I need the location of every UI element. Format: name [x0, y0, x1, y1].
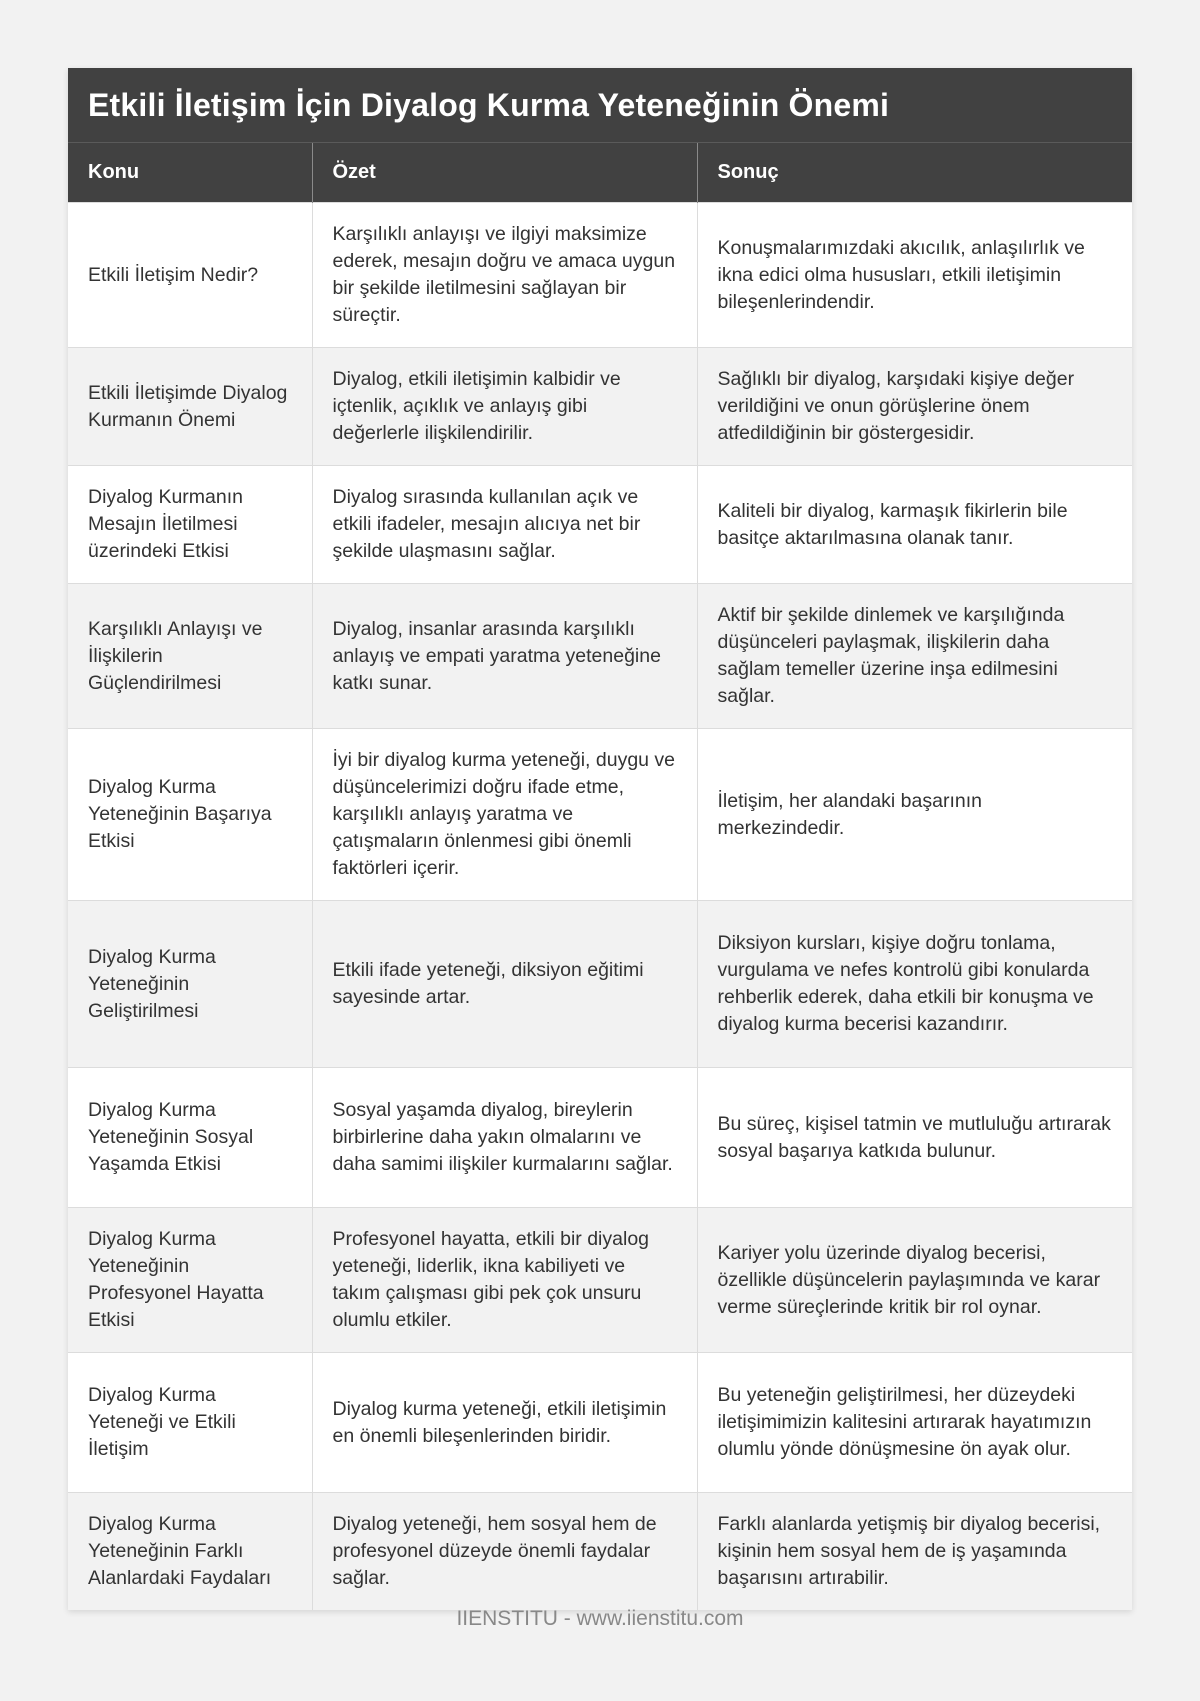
table-body — [68, 203, 1132, 1611]
table-row — [68, 729, 1132, 901]
cell-ozet: Diyalog sırasında kullanılan açık ve etkili ifadeler, mesajın alıcıya net bir şekilde ulaşmasını sağlar. — [312, 466, 697, 584]
cell-sonuc: Sağlıklı bir diyalog, karşıdaki kişiye değer verildiğini ve onun görüşlerine önem atfedildiğinin bir göstergesidir. — [697, 348, 1132, 466]
table-row — [68, 348, 1132, 466]
cell-ozet: Sosyal yaşamda diyalog, bireylerin birbirlerine daha yakın olmalarını ve daha samimi ilişkiler kurmalarını sağlar. — [312, 1068, 697, 1208]
cell-sonuc: İletişim, her alandaki başarının merkezindedir. — [697, 729, 1132, 901]
table-row — [68, 901, 1132, 1068]
column-header-ozet: Özet — [312, 143, 697, 203]
cell-ozet: Diyalog, etkili iletişimin kalbidir ve içtenlik, açıklık ve anlayış gibi değerlerle ilişkilendirilir. — [312, 348, 697, 466]
column-header-sonuc: Sonuç — [697, 143, 1132, 203]
cell-sonuc: Bu süreç, kişisel tatmin ve mutluluğu artırarak sosyal başarıya katkıda bulunur. — [697, 1068, 1132, 1208]
table-row — [68, 1353, 1132, 1493]
cell-konu: Diyalog Kurmanın Mesajın İletilmesi üzerindeki Etkisi — [68, 466, 312, 584]
table-row — [68, 203, 1132, 348]
table-row — [68, 1493, 1132, 1611]
cell-konu: Diyalog Kurma Yeteneğinin Sosyal Yaşamda Etkisi — [68, 1068, 312, 1208]
table-row — [68, 466, 1132, 584]
title-bar — [68, 68, 1132, 143]
cell-ozet: Diyalog, insanlar arasında karşılıklı anlayış ve empati yaratma yeteneğine katkı sunar. — [312, 584, 697, 729]
cell-konu: Diyalog Kurma Yeteneği ve Etkili İletişim — [68, 1353, 312, 1493]
table-row — [68, 584, 1132, 729]
cell-ozet: İyi bir diyalog kurma yeteneği, duygu ve düşüncelerimizi doğru ifade etme, karşılıklı anlayış yaratma ve çatışmaların önlenmesi gibi önemli faktörleri içerir. — [312, 729, 697, 901]
cell-konu: Etkili İletişimde Diyalog Kurmanın Önemi — [68, 348, 312, 466]
data-table — [68, 143, 1132, 1610]
table-row — [68, 1068, 1132, 1208]
cell-konu: Diyalog Kurma Yeteneğinin Profesyonel Hayatta Etkisi — [68, 1208, 312, 1353]
cell-sonuc: Bu yeteneğin geliştirilmesi, her düzeydeki iletişimimizin kalitesini artırarak hayatımızın olumlu yönde dönüşmesine ön ayak olur. — [697, 1353, 1132, 1493]
cell-sonuc: Kariyer yolu üzerinde diyalog becerisi, özellikle düşüncelerin paylaşımında ve karar verme süreçlerinde kritik bir rol oynar. — [697, 1208, 1132, 1353]
table-header — [68, 143, 1132, 203]
cell-ozet: Profesyonel hayatta, etkili bir diyalog yeteneği, liderlik, ikna kabiliyeti ve takım çalışması gibi pek çok unsuru olumlu etkiler. — [312, 1208, 697, 1353]
cell-konu: Diyalog Kurma Yeteneğinin Farklı Alanlardaki Faydaları — [68, 1493, 312, 1611]
footer-credit: IIENSTITU - www.iienstitu.com — [456, 1607, 744, 1630]
cell-konu: Karşılıklı Anlayışı ve İlişkilerin Güçlendirilmesi — [68, 584, 312, 729]
cell-sonuc: Diksiyon kursları, kişiye doğru tonlama, vurgulama ve nefes kontrolü gibi konularda rehberlik ederek, daha etkili bir konuşma ve diyalog kurma becerisi kazandırır. — [697, 901, 1132, 1068]
cell-konu: Etkili İletişim Nedir? — [68, 203, 312, 348]
cell-ozet: Etkili ifade yeteneği, diksiyon eğitimi sayesinde artar. — [312, 901, 697, 1068]
column-header-konu: Konu — [68, 143, 312, 203]
cell-ozet: Karşılıklı anlayışı ve ilgiyi maksimize ederek, mesajın doğru ve amaca uygun bir şekilde iletilmesini sağlayan bir süreçtir. — [312, 203, 697, 348]
table-row — [68, 1208, 1132, 1353]
cell-sonuc: Farklı alanlarda yetişmiş bir diyalog becerisi, kişinin hem sosyal hem de iş yaşamında başarısını artırabilir. — [697, 1493, 1132, 1611]
cell-sonuc: Aktif bir şekilde dinlemek ve karşılığında düşünceleri paylaşmak, ilişkilerin daha sağlam temeller üzerine inşa edilmesini sağlar. — [697, 584, 1132, 729]
header-row — [68, 143, 1132, 203]
cell-ozet: Diyalog kurma yeteneği, etkili iletişimin en önemli bileşenlerinden biridir. — [312, 1353, 697, 1493]
cell-konu: Diyalog Kurma Yeteneğinin Başarıya Etkisi — [68, 729, 312, 901]
table-card — [68, 68, 1132, 1610]
page-title: Etkili İletişim İçin Diyalog Kurma Yeteneğinin Önemi — [88, 86, 890, 123]
cell-sonuc: Kaliteli bir diyalog, karmaşık fikirlerin bile basitçe aktarılmasına olanak tanır. — [697, 466, 1132, 584]
cell-sonuc: Konuşmalarımızdaki akıcılık, anlaşılırlık ve ikna edici olma hususları, etkili iletişimin bileşenlerindendir. — [697, 203, 1132, 348]
cell-ozet: Diyalog yeteneği, hem sosyal hem de profesyonel düzeyde önemli faydalar sağlar. — [312, 1493, 697, 1611]
cell-konu: Diyalog Kurma Yeteneğinin Geliştirilmesi — [68, 901, 312, 1068]
